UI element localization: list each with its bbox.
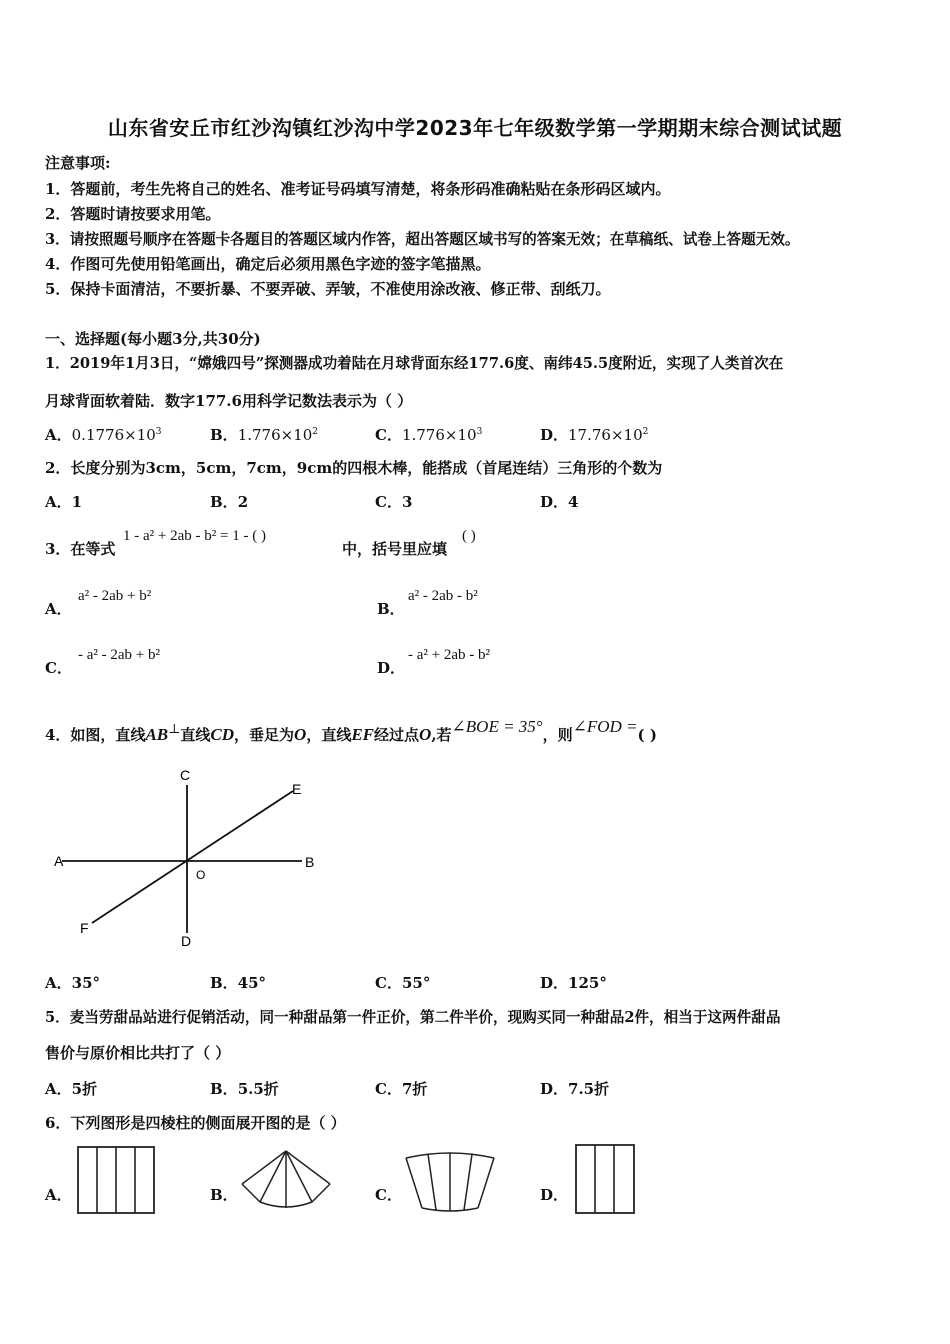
q1-option-d: D．$17.76\times 10^2$ xyxy=(540,426,649,444)
q3-option-a-label: A． xyxy=(45,600,72,618)
q3-option-d-expr: - a² + 2ab - b² xyxy=(408,647,491,663)
q6-option-b-label: B． xyxy=(210,1186,238,1204)
q4-option-b: B．45° xyxy=(210,974,267,992)
q6-figure-b xyxy=(238,1148,334,1212)
question-3-prefix: 3．在等式 xyxy=(45,540,116,558)
question-2: 2．长度分别为3cm，5cm，7cm，9cm的四根木棒，能搭成（首尾连结）三角形的个数为 xyxy=(45,459,663,477)
q4-option-d: D．125° xyxy=(540,974,607,992)
q3-option-c-expr: - a² - 2ab + b² xyxy=(78,647,161,663)
q3-blank: ( ) xyxy=(462,528,476,544)
q3-option-a-expr: a² - 2ab + b² xyxy=(78,588,152,604)
q4-option-a: A．35° xyxy=(45,974,101,992)
label-b: B xyxy=(305,854,315,870)
section-heading: 一、选择题(每小题3分,共30分) xyxy=(45,330,261,348)
q1-option-a: A．$0.1776\times 10^3$ xyxy=(45,426,162,444)
q4-option-c: C．55° xyxy=(375,974,431,992)
q2-option-c: C．3 xyxy=(375,493,413,511)
q3-option-c-label: C． xyxy=(45,659,72,677)
notice-heading: 注意事项: xyxy=(45,154,111,172)
q3-option-b-label: B． xyxy=(377,600,405,618)
q3-option-b-expr: a² - 2ab - b² xyxy=(408,588,478,604)
q6-figure-d xyxy=(574,1143,638,1217)
q2-option-b: B．2 xyxy=(210,493,249,511)
question-3-middle: 中，括号里应填 xyxy=(342,540,448,558)
notice-item: 5．保持卡面清洁，不要折暴、不要弄破、弄皱，不准使用涂改液、修正带、刮纸刀。 xyxy=(45,280,611,298)
q6-option-c-label: C． xyxy=(375,1186,402,1204)
question-6: 6．下列图形是四棱柱的侧面展开图的是（ ） xyxy=(45,1114,346,1132)
q6-figure-a xyxy=(76,1145,158,1217)
q1-option-b: B．$1.776\times 10^2$ xyxy=(210,426,319,444)
question-5-line2: 售价与原价相比共打了（ ） xyxy=(45,1044,231,1062)
q6-figure-c xyxy=(402,1150,498,1214)
notice-item: 2．答题时请按要求用笔。 xyxy=(45,205,221,223)
q5-option-c: C．7折 xyxy=(375,1080,428,1098)
label-a: A xyxy=(54,853,64,869)
notice-item: 3．请按照题号顺序在答题卡各题目的答题区域内作答，超出答题区域书写的答案无效；在草稿纸、试卷上答题无效。 xyxy=(45,231,800,248)
label-e: E xyxy=(292,781,302,797)
question-5-line1: 5．麦当劳甜品站进行促销活动，同一种甜品第一件正价，第二件半价，现购买同一种甜品2件，相当于这两件甜品 xyxy=(45,1009,781,1026)
question-4: 4．如图，直线AB⊥直线CD，垂足为O，直线EF经过点O,若∠BOE = 35°，则∠FOD =( ) xyxy=(45,717,657,744)
label-d: D xyxy=(181,933,192,949)
question-1-line1: 1．2019年1月3日，“嫦娥四号”探测器成功着陆在月球背面东经177.6度、南纬45.5度附近，实现了人类首次在 xyxy=(45,355,784,372)
q5-option-d: D．7.5折 xyxy=(540,1080,610,1098)
label-f: F xyxy=(80,920,89,936)
q5-option-a: A．5折 xyxy=(45,1080,98,1098)
q4-figure xyxy=(50,765,325,950)
q2-option-d: D．4 xyxy=(540,493,579,511)
q6-option-a-label: A． xyxy=(45,1186,72,1204)
label-c: C xyxy=(180,767,191,783)
q6-option-d-label: D． xyxy=(540,1186,569,1204)
label-o: O xyxy=(196,868,206,882)
q2-option-a: A．1 xyxy=(45,493,83,511)
page-title: 山东省安丘市红沙沟镇红沙沟中学2023年七年级数学第一学期期末综合测试试题 xyxy=(107,116,843,140)
notice-item: 4．作图可先使用铅笔画出，确定后必须用黑色字迹的签字笔描黑。 xyxy=(45,255,491,273)
q3-option-d-label: D． xyxy=(377,659,406,677)
q3-equation: 1 - a² + 2ab - b² = 1 - ( ) xyxy=(123,528,266,544)
q5-option-b: B．5.5折 xyxy=(210,1080,279,1098)
question-1-line2: 月球背面软着陆．数字177.6用科学记数法表示为（ ） xyxy=(45,392,413,410)
notice-item: 1．答题前，考生先将自己的姓名、准考证号码填写清楚，将条形码准确粘贴在条形码区域内。 xyxy=(45,180,671,198)
line-ef xyxy=(92,791,293,923)
q1-option-c: C．$1.776\times 10^3$ xyxy=(375,426,483,444)
